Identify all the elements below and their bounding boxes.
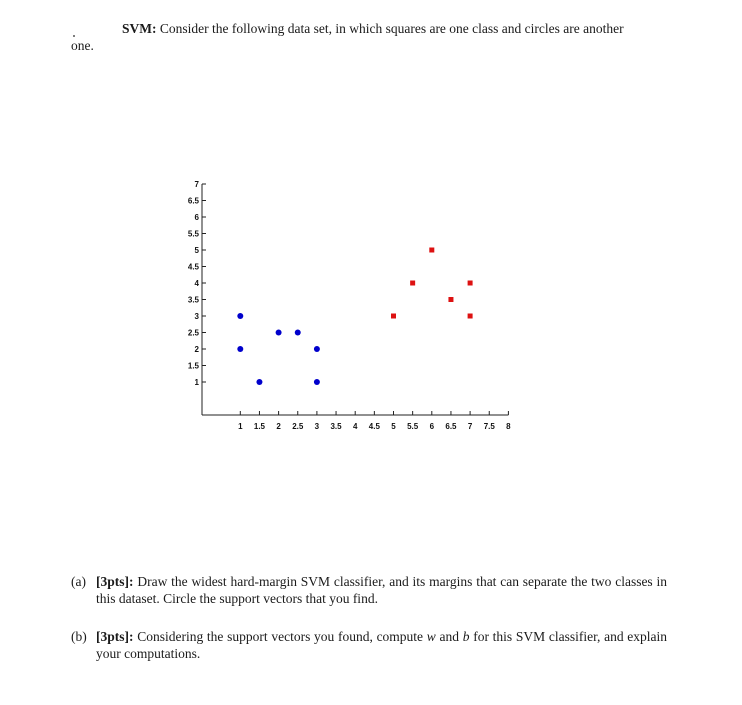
question-b-var-w: w bbox=[426, 629, 436, 644]
x-tick-label: 8 bbox=[506, 422, 511, 431]
x-tick-label: 5 bbox=[391, 422, 396, 431]
square-point bbox=[391, 314, 396, 319]
question-b-label: (b) bbox=[71, 629, 87, 644]
x-tick-label: 7 bbox=[467, 422, 473, 431]
question-b-text-2: and bbox=[439, 629, 460, 644]
question-a bbox=[71, 573, 667, 607]
problem-intro-line1: Consider the following data set, in which squares are one class and circles are another bbox=[159, 21, 624, 36]
y-tick-label: 1.5 bbox=[187, 361, 199, 371]
question-a-text: Draw the widest hard-margin SVM classifier, and its margins that can separate the two classes in this dataset. Circle the support vectors that you find. bbox=[96, 574, 668, 606]
y-tick-label: 7 bbox=[194, 180, 199, 189]
square-point bbox=[448, 297, 453, 302]
y-tick-label: 2 bbox=[194, 345, 199, 354]
y-tick-label: 2.5 bbox=[187, 328, 199, 338]
circle-point bbox=[256, 379, 262, 385]
y-tick-label: 6 bbox=[194, 213, 199, 222]
y-tick-label: 6.5 bbox=[187, 196, 199, 206]
chart-axes bbox=[202, 184, 508, 415]
x-tick-label: 3.5 bbox=[330, 422, 342, 431]
y-tick-label: 3.5 bbox=[187, 295, 199, 305]
problem-title: SVM: bbox=[122, 21, 157, 36]
y-tick-label: 5.5 bbox=[187, 229, 199, 239]
y-tick-label: 4.5 bbox=[187, 262, 199, 272]
circle-point bbox=[237, 313, 243, 319]
square-point bbox=[410, 281, 415, 286]
circle-point bbox=[237, 346, 243, 352]
question-b-var-b: b bbox=[462, 629, 470, 644]
x-tick-label: 4.5 bbox=[368, 422, 380, 431]
question-b-text-3: for this SVM classifier, and explain your computations. bbox=[96, 629, 668, 661]
circle-point bbox=[314, 379, 320, 385]
y-tick-label: 4 bbox=[194, 279, 199, 288]
circle-point bbox=[295, 330, 301, 336]
x-tick-label: 2 bbox=[276, 422, 281, 431]
x-tick-label: 7.5 bbox=[483, 422, 495, 431]
x-tick-label: 2.5 bbox=[292, 422, 304, 431]
x-tick-label: 5.5 bbox=[407, 422, 419, 431]
question-a-body bbox=[71, 573, 667, 607]
circle-point bbox=[314, 346, 320, 352]
square-point bbox=[429, 248, 434, 253]
x-tick-label: 6.5 bbox=[445, 422, 457, 431]
y-tick-label: 1 bbox=[194, 378, 199, 387]
y-axis-ticks bbox=[188, 180, 206, 387]
problem-intro-line2: one. bbox=[71, 38, 94, 53]
data-points bbox=[237, 248, 472, 386]
y-tick-label: 5 bbox=[194, 246, 199, 255]
question-b-text-1: Considering the support vectors you found, compute bbox=[137, 629, 424, 644]
x-tick-label: 3 bbox=[314, 422, 320, 431]
question-b bbox=[71, 628, 667, 662]
x-tick-label: 6 bbox=[429, 422, 435, 431]
x-axis-ticks bbox=[238, 411, 511, 431]
question-b-points: [3pts]: bbox=[96, 629, 134, 644]
question-a-points: [3pts]: bbox=[96, 574, 134, 589]
square-point bbox=[468, 281, 473, 286]
x-tick-label: 1 bbox=[238, 422, 243, 431]
y-tick-label: 3 bbox=[194, 312, 199, 321]
question-b-body bbox=[71, 628, 667, 662]
question-a-label: (a) bbox=[71, 574, 86, 589]
x-tick-label: 1.5 bbox=[253, 422, 266, 431]
circle-point bbox=[276, 330, 282, 336]
square-point bbox=[468, 314, 473, 319]
x-tick-label: 4 bbox=[352, 422, 358, 431]
